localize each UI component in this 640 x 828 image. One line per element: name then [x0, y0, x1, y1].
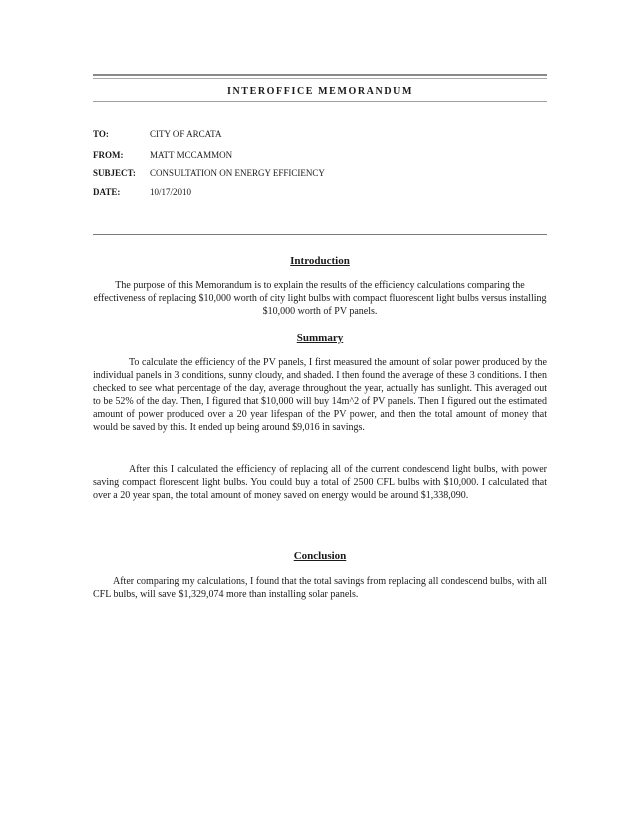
subject-value: CONSULTATION ON ENERGY EFFICIENCY — [150, 168, 325, 178]
from-label: FROM: — [93, 150, 124, 160]
introduction-text: The purpose of this Memorandum is to explain the results of the efficiency calculations comparing the effectiveness of replacing $10,000 worth of city light bulbs with compact fluorescent light bulbs versus installing $10,000 worth of PV panels. — [93, 280, 547, 317]
title-rule — [93, 101, 547, 102]
conclusion-text: After comparing my calculations, I found that the total savings from replacing all condescend bulbs, with all CFL bulbs, will save $1,329,074 more than installing solar panels. — [93, 576, 547, 600]
to-label: TO: — [93, 129, 109, 139]
summary-paragraph-2: After this I calculated the efficiency of replacing all of the current condescend light bulbs, with power saving compact florescent light bulbs. You could buy a total of 2500 CFL bulbs with $10,000. I calculated that over a 20 year span, the total amount of money saved on energy would be around $1,338,090. — [93, 464, 547, 501]
conclusion-heading: Conclusion — [293, 550, 347, 562]
date-label: DATE: — [93, 187, 121, 197]
summary-paragraph-1: To calculate the efficiency of the PV panels, I first measured the amount of solar power produced by the individual panels in 3 conditions, sunny cloudy, and shaded. I then found the average of these 3 conditions. I then checked to see what percentage of the day, average throughout the year, actually has sunlight. This averaged out to be 52% of the day. Then, I figured that $10,000 will buy 14m^2 of PV panels. Then I figured out the estimated amount of power produced over a 20 year lifespan of the PV power, and then the total amount of money that would be saved by this. It ended up being around $9,016 in savings. — [93, 357, 547, 433]
header-separator — [93, 234, 547, 235]
from-value: MATT MCCAMMON — [150, 150, 233, 160]
to-value: CITY OF ARCATA — [150, 129, 222, 139]
subject-label: SUBJECT: — [93, 168, 136, 178]
introduction-heading: Introduction — [290, 255, 350, 267]
memo-title: INTEROFFICE MEMORANDUM — [226, 86, 414, 97]
date-value: 10/17/2010 — [150, 187, 192, 197]
top-rule — [93, 74, 547, 79]
summary-heading: Summary — [296, 332, 344, 344]
